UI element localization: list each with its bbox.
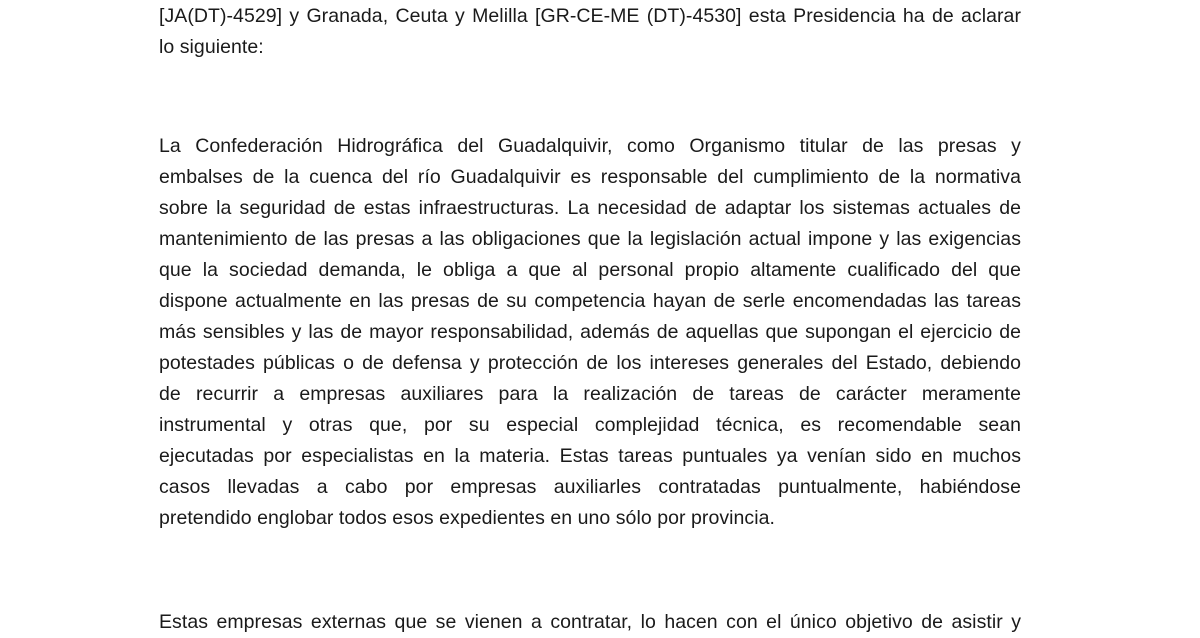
paragraph-empresas-externas — [159, 607, 1021, 638]
text-line: Estas empresas externas que se vienen a contratar, lo hacen con el único objetivo de asistir y — [159, 611, 1021, 633]
paragraph-confederacion — [159, 131, 1021, 534]
text-line: lo siguiente: — [159, 36, 264, 58]
text-line: dispone actualmente en las presas de su competencia hayan de serle encomendadas las tareas — [159, 290, 1021, 312]
text-line: La Confederación Hidrográfica del Guadalquivir, como Organismo titular de las presas y — [159, 135, 1021, 157]
text-line: pretendido englobar todos esos expedientes en uno sólo por provincia. — [159, 507, 775, 529]
paragraph-intro-continuation — [159, 1, 1021, 63]
text-line: [JA(DT)-4529] y Granada, Ceuta y Melilla [GR-CE-ME (DT)-4530] esta Presidencia ha de aclarar — [159, 5, 1021, 27]
text-line: instrumental y otras que, por su especial complejidad técnica, es recomendable sean — [159, 414, 1021, 436]
text-line: sobre la seguridad de estas infraestructuras. La necesidad de adaptar los sistemas actuales de — [159, 197, 1021, 219]
text-line: ejecutadas por especialistas en la materia. Estas tareas puntuales ya venían sido en muchos — [159, 445, 1021, 467]
text-line: mantenimiento de las presas a las obligaciones que la legislación actual impone y las exigencias — [159, 228, 1021, 250]
text-line: más sensibles y las de mayor responsabilidad, además de aquellas que supongan el ejercicio de — [159, 321, 1021, 343]
text-line: que la sociedad demanda, le obliga a que al personal propio altamente cualificado del que — [159, 259, 1021, 281]
text-line: casos llevadas a cabo por empresas auxiliarles contratadas puntualmente, habiéndose — [159, 476, 1021, 498]
text-line: embalses de la cuenca del río Guadalquivir es responsable del cumplimiento de la normativa — [159, 166, 1021, 188]
text-line: potestades públicas o de defensa y protección de los intereses generales del Estado, debiendo — [159, 352, 1021, 374]
text-line: de recurrir a empresas auxiliares para la realización de tareas de carácter meramente — [159, 383, 1021, 405]
